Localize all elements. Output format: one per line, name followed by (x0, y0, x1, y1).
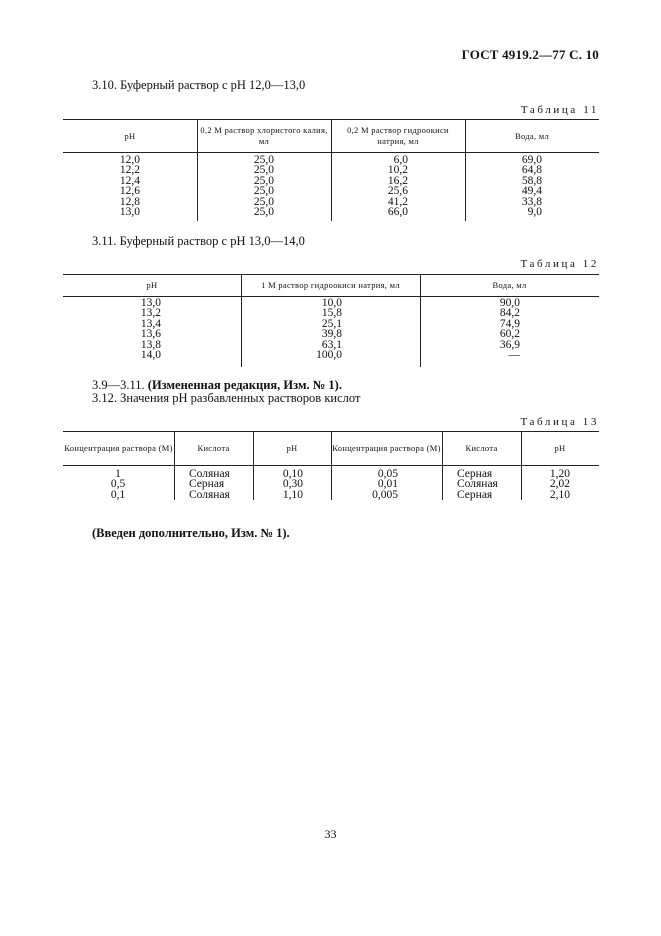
table-13-header-conc-1: Концентрация раствора (М) (64, 443, 173, 453)
table-cell: 1 (115, 468, 121, 480)
section-3-11-heading: 3.11. Буферный раствор с pH 13,0—14,0 (92, 234, 305, 248)
table-13-col-ph-1 (263, 469, 303, 500)
amendment-text: (Введен дополнительно, Изм. № 1). (92, 526, 290, 540)
table-cell: Серная (457, 468, 493, 480)
table-cell: 12,4 (119, 174, 140, 187)
table-cell: 10,0 (321, 297, 342, 309)
table-11-header-kcl: 0,2 М раствор хлористого калия, мл (200, 125, 328, 146)
amendment-note-added (92, 526, 290, 541)
section-3-10-heading: 3.10. Буферный раствор с pH 12,0—13,0 (92, 78, 306, 92)
table-cell: 64,8 (521, 164, 542, 177)
table-cell: 12,0 (119, 154, 140, 166)
table-cell: 66,0 (387, 205, 408, 218)
table-13-header-conc-2: Концентрация раствора (М) (332, 443, 441, 453)
table-cell: Соляная (189, 468, 230, 480)
table-cell: 13,0 (119, 205, 140, 218)
table-11-caption: Таблица 11 (520, 104, 599, 116)
table-13-header-ph-2: pH (554, 443, 566, 453)
table-11-header-water: Вода, мл (514, 130, 550, 141)
table-12-col-naoh (300, 298, 342, 360)
table-cell: 33,8 (521, 195, 542, 208)
table-cell: 25,0 (253, 205, 274, 218)
table-cell: 69,0 (521, 154, 542, 166)
table-cell: 12,8 (119, 195, 140, 208)
table-cell: 90,0 (499, 297, 520, 309)
table-12-col-water (480, 298, 520, 360)
table-13-col-conc-1 (98, 469, 138, 500)
table-cell: 25,0 (253, 154, 274, 166)
table-12-header-naoh: 1 М раствор гидроокиси натрия, мл (261, 280, 400, 290)
section-3-12-heading: 3.12. Значения pH разбавленных растворов кислот (92, 391, 361, 405)
table-cell: 2,10 (549, 488, 570, 501)
table-cell: 74,9 (499, 317, 520, 330)
table-cell: 14,0 (140, 348, 161, 361)
table-cell: 63,1 (321, 338, 342, 351)
table-cell: 9,0 (527, 205, 542, 218)
table-12-header-water: Вода, мл (492, 280, 527, 290)
table-cell: 0,05 (377, 468, 398, 480)
table-13-caption: Таблица 13 (520, 416, 599, 428)
table-11-col-water (502, 155, 542, 217)
table-cell: 0,01 (377, 478, 398, 491)
table-12-caption: Таблица 12 (520, 258, 599, 270)
table-13-header-acid-2: Кислота (465, 443, 498, 453)
table-13-col-ph-2 (530, 469, 570, 500)
table-cell: 13,6 (140, 328, 161, 341)
table-cell: Соляная (457, 478, 498, 491)
table-cell: — (508, 348, 520, 361)
amendment-text: (Измененная редакция, Изм. № 1). (147, 378, 342, 392)
table-cell: 0,5 (110, 478, 126, 491)
table-13-header-ph-1: pH (286, 443, 298, 453)
table-cell: 41,2 (387, 195, 408, 208)
table-cell: 84,2 (499, 307, 520, 320)
table-cell: 13,2 (140, 307, 161, 320)
table-cell: 13,8 (140, 338, 161, 351)
table-cell: 25,0 (253, 195, 274, 208)
table-cell: 10,2 (387, 164, 408, 177)
table-cell: 39,8 (321, 328, 342, 341)
table-11-header-naoh: 0,2 М раствор гидроокиси натрия, мл (347, 125, 449, 146)
table-cell: 25,1 (321, 317, 342, 330)
table-13-col-acid-1 (189, 469, 251, 500)
table-13-col-conc-2 (354, 469, 398, 500)
amendment-prefix: 3.9—3.11. (92, 378, 145, 392)
table-cell: 0,005 (372, 488, 398, 501)
table-cell: Серная (457, 488, 493, 501)
table-13-header-acid-1: Кислота (197, 443, 230, 453)
table-cell: 25,0 (253, 164, 274, 177)
table-cell: 2,02 (549, 478, 570, 491)
table-cell: 15,8 (321, 307, 342, 320)
table-cell: 1,10 (282, 488, 303, 501)
table-11-col-ph (100, 155, 140, 217)
table-cell: 25,6 (387, 185, 408, 198)
page-number: 33 (324, 827, 337, 841)
table-13-col-acid-2 (457, 469, 519, 500)
table-cell: 25,0 (253, 185, 274, 198)
table-11-header-ph: pH (124, 130, 136, 141)
table-cell: 6,0 (393, 154, 408, 166)
table-cell: 12,2 (119, 164, 140, 177)
table-cell: 60,2 (499, 328, 520, 341)
table-11-col-naoh (368, 155, 408, 217)
table-cell: 0,1 (110, 488, 126, 501)
table-cell: 49,4 (521, 185, 542, 198)
table-cell: 13,4 (140, 317, 161, 330)
table-cell: 0,30 (282, 478, 303, 491)
table-cell: 25,0 (253, 174, 274, 187)
table-cell: 1,20 (549, 468, 570, 480)
table-12-header-ph: pH (146, 280, 158, 290)
table-cell: 12,6 (119, 185, 140, 198)
table-cell: 0,10 (282, 468, 303, 480)
table-cell: Серная (189, 478, 225, 491)
table-11-col-kcl (234, 155, 274, 217)
table-cell: 13,0 (140, 297, 161, 309)
table-cell: 100,0 (316, 348, 342, 361)
table-cell: 36,9 (499, 338, 520, 351)
table-cell: 58,8 (521, 174, 542, 187)
table-cell: 16,2 (387, 174, 408, 187)
table-12-col-ph (121, 298, 161, 360)
table-cell: Соляная (189, 488, 230, 501)
document-header: ГОСТ 4919.2—77 С. 10 (461, 47, 599, 62)
